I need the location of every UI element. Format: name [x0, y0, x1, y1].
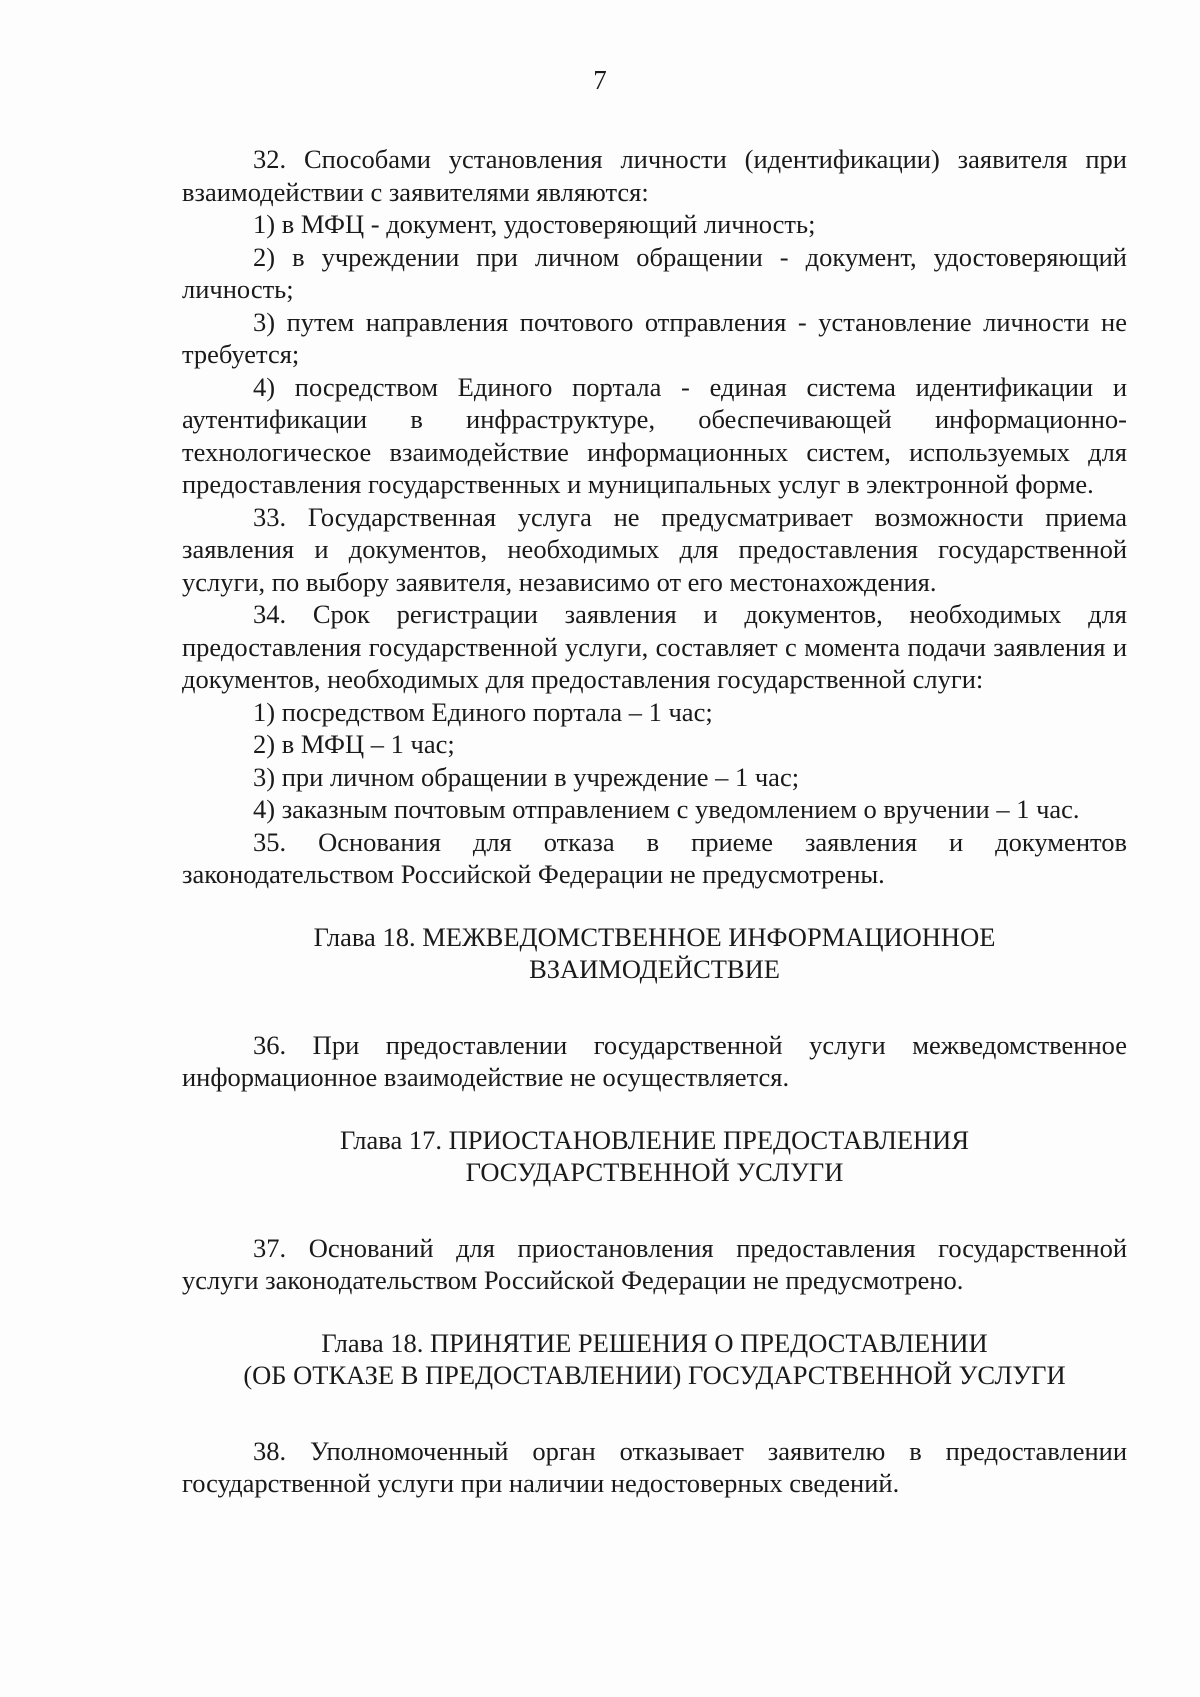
document-body — [182, 143, 1127, 1500]
paragraph-32: 32. Способами установления личности (идентификации) заявителя при взаимодействии с заявителями являются: — [182, 144, 1127, 207]
paragraph-38: 38. Уполномоченный орган отказывает заявителю в предоставлении государственной услуги при наличии недостоверных сведений. — [182, 1435, 1127, 1498]
chapter-heading-decision — [182, 1327, 1127, 1392]
paragraph-34-item-1: 1) посредством Единого портала – 1 час; — [253, 696, 713, 727]
heading-line: Глава 17. ПРИОСТАНОВЛЕНИЕ ПРЕДОСТАВЛЕНИЯ — [339, 1124, 969, 1155]
paragraph-33: 33. Государственная услуга не предусматривает возможности приема заявления и документов, необходимых для предоставления государственной услуги, по выбору заявителя, независимо от его местонахождения. — [182, 501, 1127, 597]
paragraph-37: 37. Оснований для приостановления предоставления государственной услуги законодательством Российской Федерации не предусмотрено. — [182, 1232, 1127, 1295]
paragraph-35: 35. Основания для отказа в приеме заявления и документов законодательством Российской Федерации не предусмотрены. — [182, 826, 1127, 889]
chapter-heading-suspension — [182, 1124, 1127, 1189]
paragraph-32-item-3: 3) путем направления почтового отправления - установление личности не требуется; — [182, 306, 1127, 369]
page-number: 7 — [593, 65, 607, 95]
paragraph-32-item-1: 1) в МФЦ - документ, удостоверяющий личность; — [253, 209, 816, 239]
paragraph-34: 34. Срок регистрации заявления и документов, необходимых для предоставления государственной услуги, составляет с момента подачи заявления и документов, необходимых для предоставления государственной слуги: — [182, 599, 1127, 694]
heading-line: ВЗАИМОДЕЙСТВИЕ — [529, 954, 780, 984]
paragraph-34-item-2: 2) в МФЦ – 1 час; — [253, 729, 455, 759]
paragraph-34-item-3: 3) при личном обращении в учреждение – 1 час; — [253, 761, 800, 792]
paragraph-34-item-4: 4) заказным почтовым отправлением с уведомлением о вручении – 1 час. — [253, 794, 1080, 824]
heading-line: (ОБ ОТКАЗЕ В ПРЕДОСТАВЛЕНИИ) ГОСУДАРСТВЕННОЙ УСЛУГИ — [243, 1360, 1066, 1390]
paragraph-32-item-2: 2) в учреждении при личном обращении - документ, удостоверяющий личность; — [182, 241, 1127, 304]
heading-line: ГОСУДАРСТВЕННОЙ УСЛУГИ — [465, 1157, 844, 1187]
heading-line: Глава 18. ПРИНЯТИЕ РЕШЕНИЯ О ПРЕДОСТАВЛЕНИИ — [321, 1327, 988, 1358]
heading-line: Глава 18. МЕЖВЕДОМСТВЕННОЕ ИНФОРМАЦИОННОЕ — [313, 921, 996, 952]
chapter-heading-interdepartmental — [182, 921, 1127, 986]
paragraph-36: 36. При предоставлении государственной услуги межведомственное информационное взаимодействие не осуществляется. — [182, 1029, 1127, 1092]
paragraph-32-item-4: 4) посредством Единого портала - единая система идентификации и аутентификации в инфраструктуре, обеспечивающей информационно-технологическое взаимодействие информационных систем, используемых для предоставления государственных и муниципальных услуг в электронной форме. — [182, 371, 1127, 499]
